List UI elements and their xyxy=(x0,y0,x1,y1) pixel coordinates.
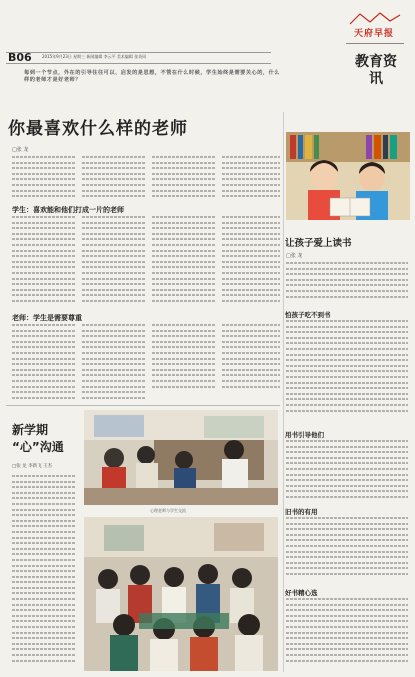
right-subhead-3: 旧书的有用 xyxy=(285,508,318,516)
body-column-8 xyxy=(222,216,280,312)
main-author: □张 龙 xyxy=(12,147,29,153)
brand-divider xyxy=(346,43,404,44)
box-article-author: □张 龙 李新飞 王杰 xyxy=(12,464,53,469)
body-column-4 xyxy=(222,156,280,204)
body-column-11 xyxy=(152,324,216,394)
lead-text: 每到一个节点，外在的引导往往可以、启发的是思想，不管在什么时候，学生始终是需要关心的，什么样的老师才是好老师？ xyxy=(24,70,280,83)
brand-decoration-icon xyxy=(346,10,404,26)
body-column-12 xyxy=(222,324,280,394)
body-column-5 xyxy=(12,216,76,312)
section-divider xyxy=(6,405,280,406)
box-article-title xyxy=(12,422,64,456)
photo-caption: 心理老师与学生交流 xyxy=(150,508,186,513)
section-title: 教育资讯 xyxy=(355,54,397,87)
students-photo xyxy=(84,517,278,671)
reading-kids-photo xyxy=(286,132,410,220)
body-column-10 xyxy=(82,324,146,404)
main-headline: 你最喜欢什么样的老师 xyxy=(8,119,188,139)
right-subhead-2: 用书引导他们 xyxy=(285,431,324,439)
main-subhead-1: 学生：喜欢能和他们打成一片的老师 xyxy=(12,206,124,214)
right-body-4 xyxy=(286,517,408,583)
right-subhead-4: 好书精心选 xyxy=(285,589,318,597)
header-info: 2015年9月23日 星期三 新闻编辑 李云平 美术编辑 张英同 xyxy=(42,54,147,59)
box-title-line-1: 新学期 xyxy=(12,423,49,437)
classroom-photo xyxy=(84,410,278,505)
main-subhead-2: 老师：学生是需要尊重 xyxy=(12,314,82,322)
students-photo-image xyxy=(84,517,278,671)
body-column-6 xyxy=(82,216,146,312)
right-subhead-1: 怕孩子吃不到书 xyxy=(285,311,331,319)
right-headline: 让孩子爱上读书 xyxy=(285,238,352,249)
classroom-photo-image xyxy=(84,410,278,505)
body-column-9 xyxy=(12,324,76,404)
right-body-2 xyxy=(286,320,408,420)
body-column-2 xyxy=(82,156,146,204)
reading-kids-photo-image xyxy=(286,132,410,220)
page-number: B06 xyxy=(8,51,32,64)
brand-logo: 天府早报 xyxy=(354,29,395,39)
right-body-5 xyxy=(286,598,408,668)
body-column-1 xyxy=(12,156,76,204)
box-title-line-2: “心”沟通 xyxy=(12,440,64,454)
column-divider xyxy=(283,112,284,672)
box-body-column-1 xyxy=(12,475,76,671)
body-column-7 xyxy=(152,216,216,312)
right-body-1 xyxy=(286,262,408,306)
body-column-3 xyxy=(152,156,216,204)
right-author: □张 龙 xyxy=(286,253,303,259)
right-body-3 xyxy=(286,440,408,506)
section-brand xyxy=(346,8,404,104)
